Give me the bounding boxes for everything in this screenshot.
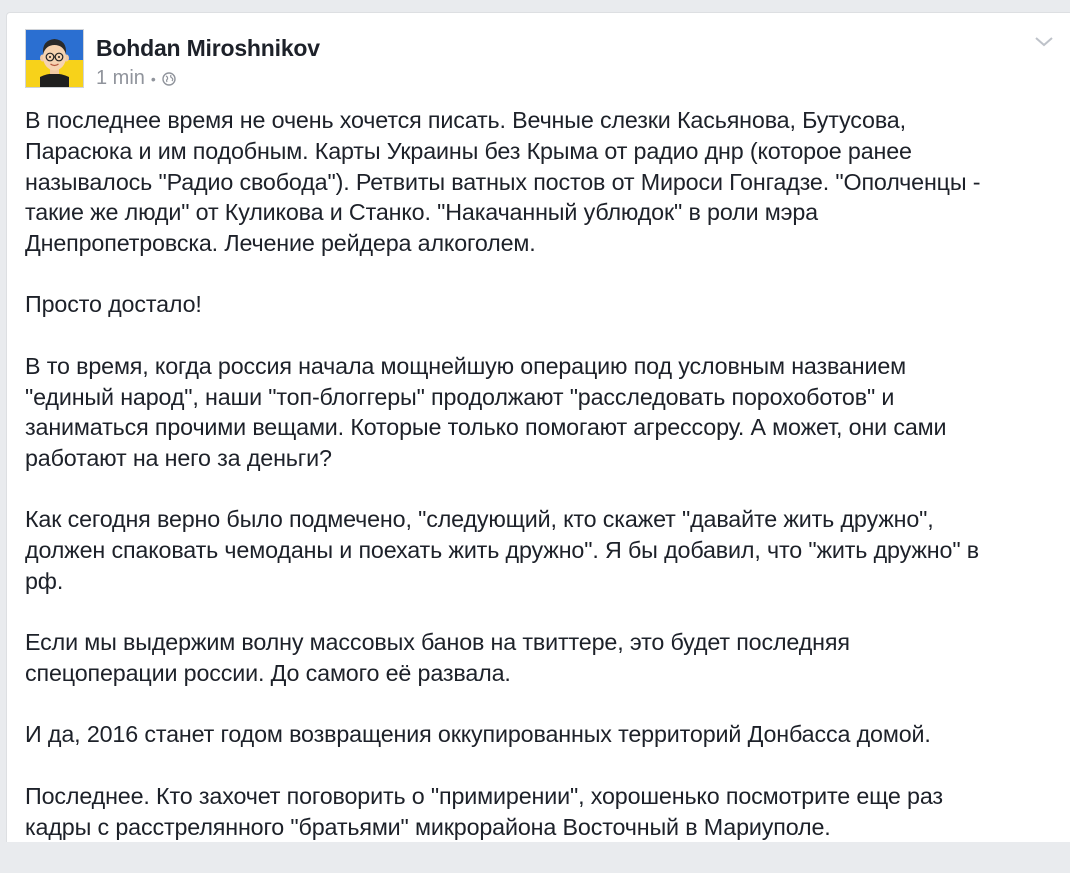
post-paragraph: И да, 2016 станет годом возвращения оккупированных территорий Донбасса домой. (25, 721, 931, 748)
author-name[interactable]: Bohdan Miroshnikov (96, 35, 320, 61)
post-paragraph: Если мы выдержим волну массовых банов на твиттере, это будет последняя спецоперации россии. До самого её развала. (25, 629, 850, 687)
globe-icon[interactable] (162, 72, 176, 86)
post-body (25, 105, 1055, 873)
meta-separator: • (150, 70, 156, 87)
chevron-down-icon[interactable] (1032, 33, 1056, 51)
post-paragraph: В последнее время не очень хочется писать. Вечные слезки Касьянова, Бутусова, Парасюка и им подобным. Карты Украины без Крыма от радио днр (которое ранее называлось "Радио свобода"). Ретвиты ватных постов от Мироси Гонгадзе. "Ополченцы - такие же люди" от Куликова и Станко. "Накачанный ублюдок" в роли мэра Днепропетровска. Лечение рейдера алкоголем. (25, 107, 981, 257)
post-card (6, 12, 1070, 842)
post-timestamp[interactable]: 1 min (96, 67, 145, 89)
avatar[interactable] (25, 29, 84, 88)
post-paragraph: В то время, когда россия начала мощнейшую операцию под условным названием "единый народ", наши "топ-блоггеры" продолжают "расследовать порохоботов" и заниматься прочими вещами. Которые только помогают агрессору. А может, они сами работают на него за деньги? (25, 352, 947, 472)
post-paragraph: Как сегодня верно было подмечено, "следующий, кто скажет "давайте жить дружно", должен спаковать чемоданы и поехать жить дружно". Я бы добавил, что "жить дружно" в рф. (25, 506, 979, 595)
post-meta (96, 67, 176, 90)
avatar-cartoon-icon (26, 30, 83, 87)
post-paragraph: Просто достало! (25, 291, 202, 318)
post-paragraph: Последнее. Кто захочет поговорить о "примирении", хорошенько посмотрите еще раз кадры с расстрелянного "братьями" микрорайона Восточный в Мариуполе. (25, 782, 943, 840)
